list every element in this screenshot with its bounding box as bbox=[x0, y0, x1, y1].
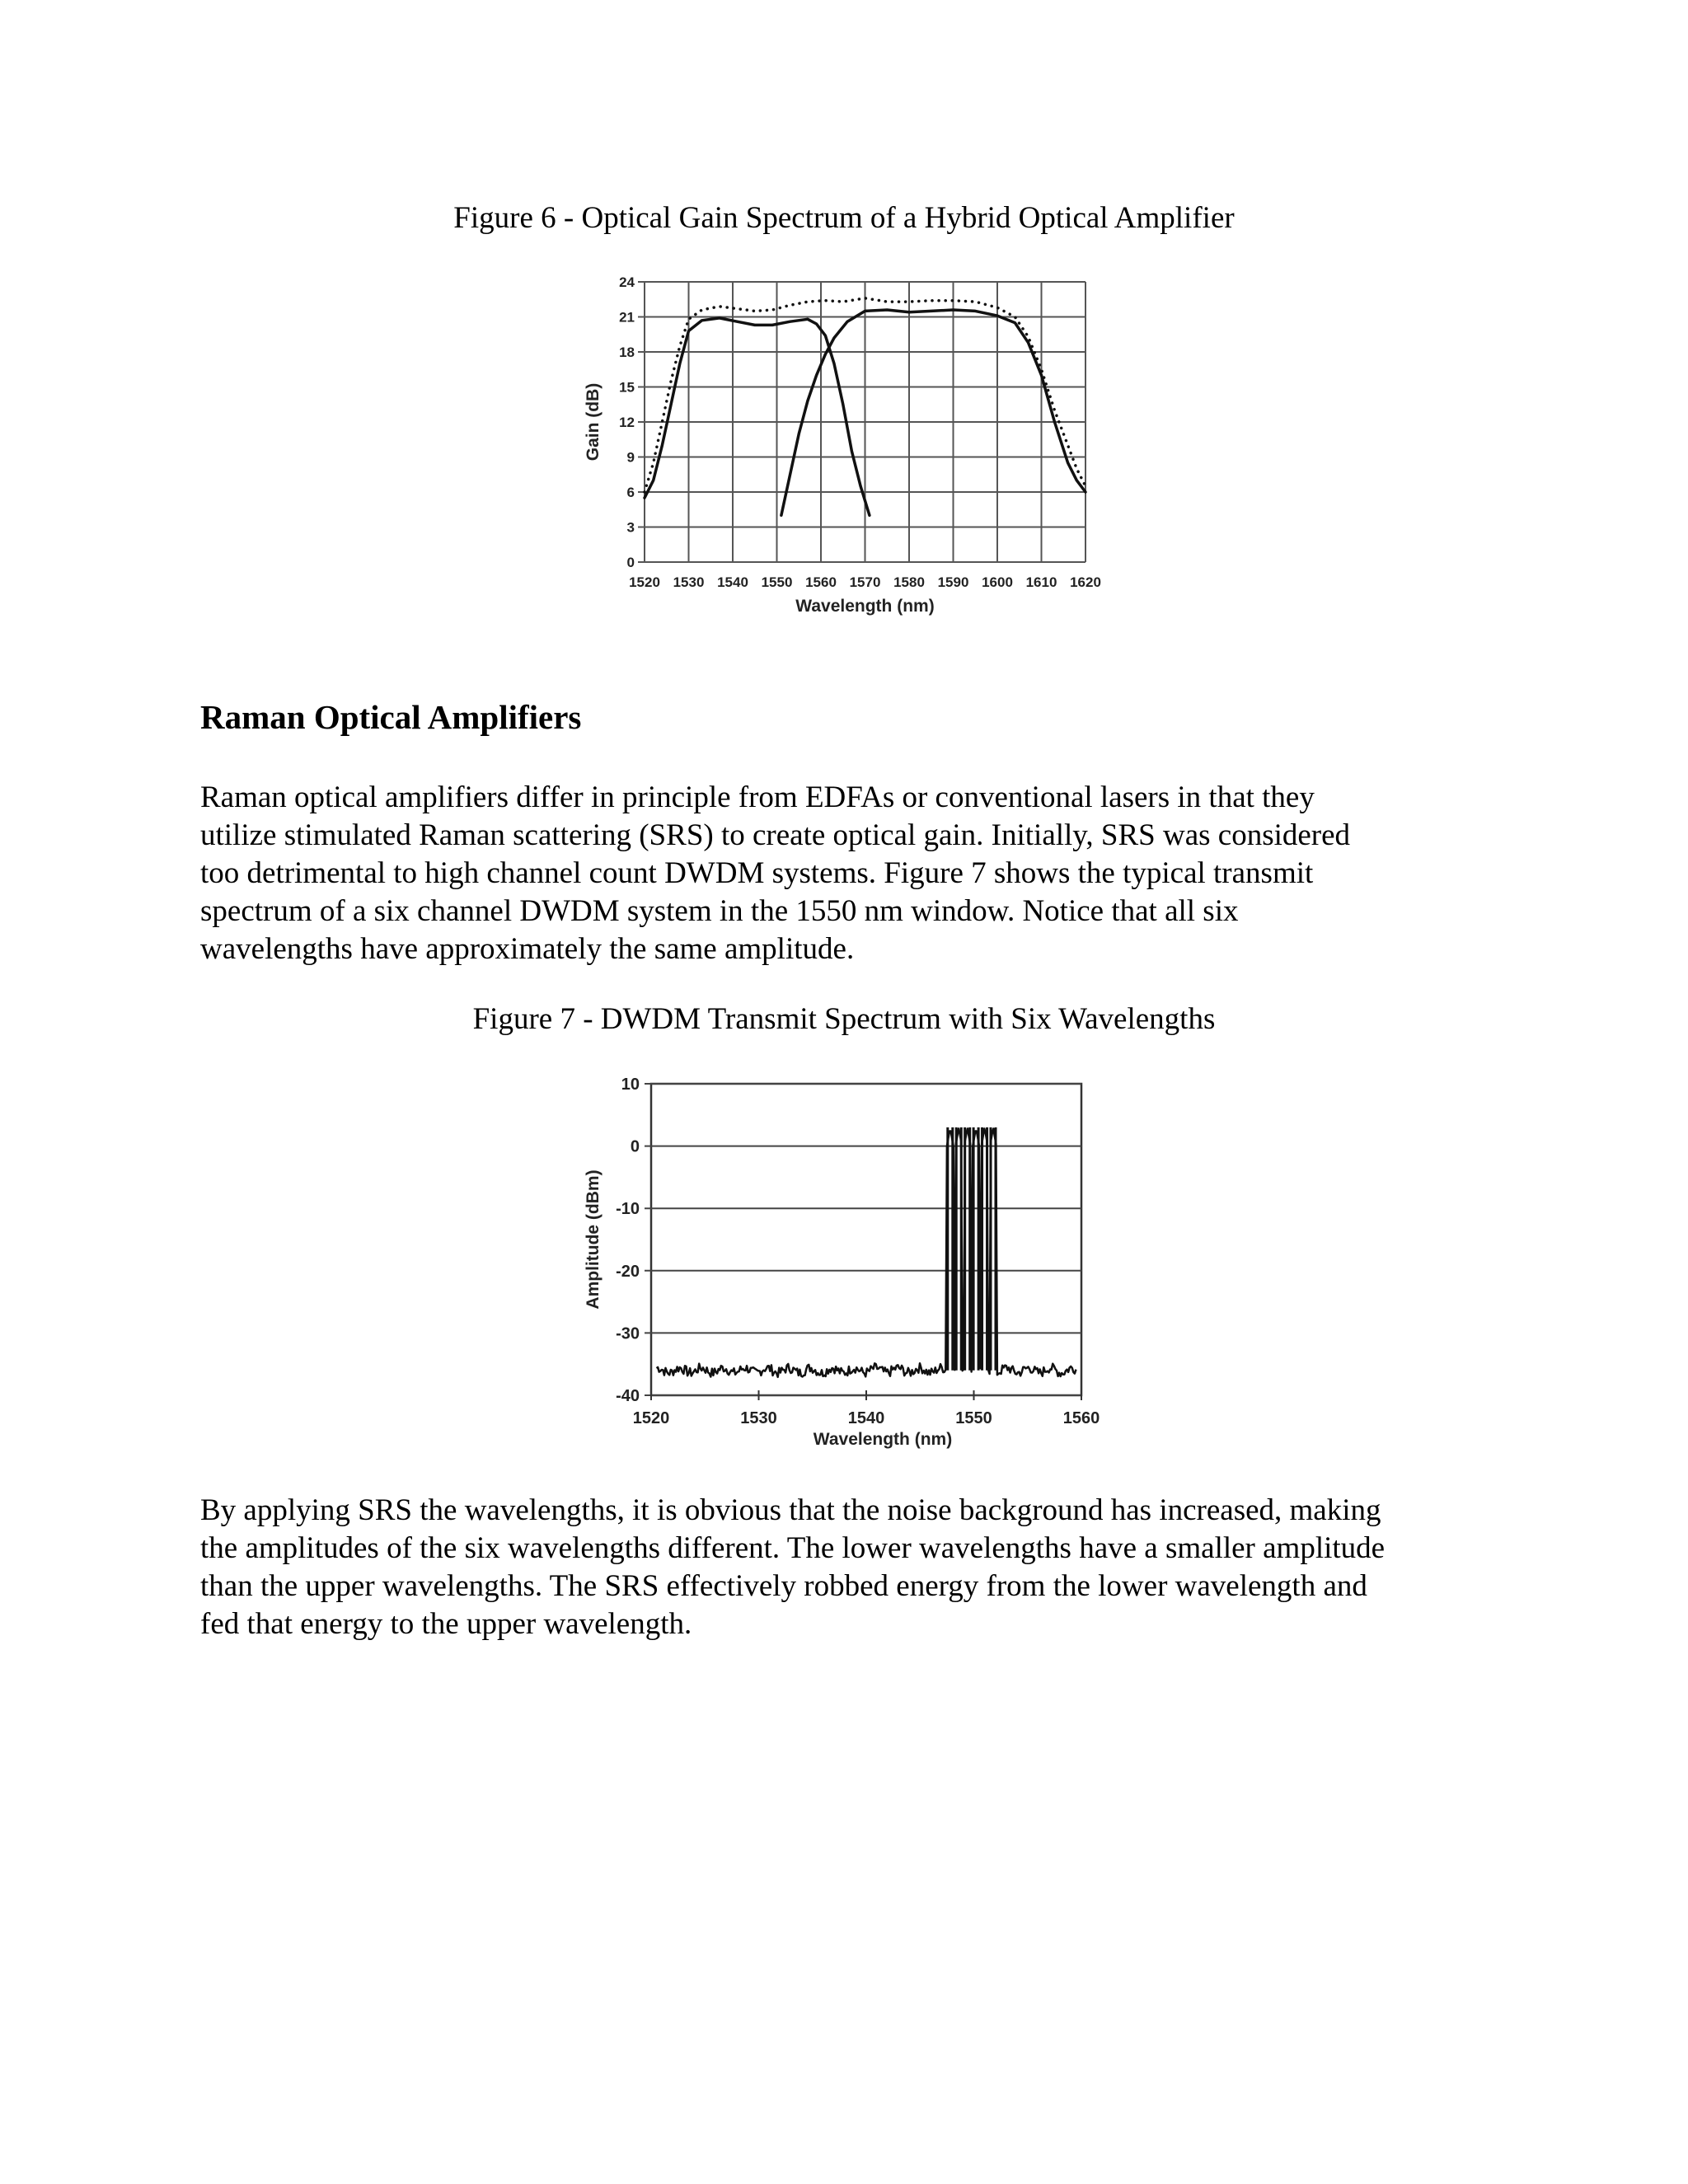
y-axis-label: Amplitude (dBm) bbox=[584, 1169, 603, 1310]
paragraph-2-line: fed that energy to the upper wavelength. bbox=[200, 1607, 692, 1641]
x-tick-label: 1560 bbox=[805, 574, 837, 590]
x-tick-label: 1550 bbox=[761, 574, 793, 590]
y-tick-label: -40 bbox=[616, 1387, 640, 1405]
paragraph-1-line: spectrum of a six channel DWDM system in the 1550 nm window. Notice that all six bbox=[200, 894, 1239, 928]
paragraph-2 bbox=[200, 1492, 1519, 1643]
gain-line bbox=[645, 318, 870, 515]
y-tick-label: 12 bbox=[619, 415, 635, 430]
paragraph-2-line: By applying SRS the wavelengths, it is obvious that the noise background has increased, making bbox=[200, 1493, 1381, 1527]
x-tick-label: 1550 bbox=[955, 1409, 992, 1427]
y-tick-label: 6 bbox=[626, 485, 635, 500]
figure7-chart bbox=[569, 1063, 1113, 1459]
paragraph-2-line: the amplitudes of the six wavelengths different. The lower wavelengths have a smaller amplitude bbox=[200, 1531, 1386, 1565]
x-tick-label: 1540 bbox=[717, 574, 748, 590]
x-tick-label: 1560 bbox=[1062, 1409, 1100, 1427]
x-tick-label: 1520 bbox=[632, 1409, 670, 1427]
x-tick-label: 1520 bbox=[629, 574, 660, 590]
y-tick-label: -20 bbox=[616, 1262, 640, 1281]
x-tick-label: 1530 bbox=[673, 574, 705, 590]
figure7-caption: Figure 7 - DWDM Transmit Spectrum with Six Wavelengths bbox=[472, 1002, 1216, 1036]
x-tick-label: 1590 bbox=[937, 574, 969, 590]
paragraph-1-line: too detrimental to high channel count DWDM systems. Figure 7 shows the typical transmit bbox=[200, 856, 1314, 890]
x-tick-label: 1610 bbox=[1025, 574, 1057, 590]
figure6-chart bbox=[569, 264, 1113, 626]
y-tick-label: 10 bbox=[621, 1076, 640, 1094]
y-tick-label: -10 bbox=[616, 1200, 640, 1219]
plot-frame bbox=[651, 1084, 1081, 1395]
y-tick-label: 18 bbox=[619, 344, 635, 360]
y-tick-label: 24 bbox=[619, 274, 635, 290]
x-tick-label: 1580 bbox=[893, 574, 925, 590]
y-tick-label: -30 bbox=[616, 1324, 640, 1343]
figure6-caption: Figure 6 - Optical Gain Spectrum of a Hybrid Optical Amplifier bbox=[453, 201, 1235, 235]
y-tick-label: 21 bbox=[619, 309, 635, 326]
paragraph-2-line: than the upper wavelengths. The SRS effectively robbed energy from the lower wavelength and bbox=[200, 1569, 1367, 1603]
y-tick-label: 0 bbox=[626, 555, 635, 570]
x-tick-label: 1530 bbox=[740, 1409, 777, 1427]
paragraph-1-line: wavelengths have approximately the same amplitude. bbox=[200, 932, 855, 966]
y-axis-label: Gain (dB) bbox=[584, 382, 603, 462]
spectrum-trace bbox=[657, 1128, 1076, 1376]
y-tick-label: 15 bbox=[619, 379, 635, 396]
paragraph-1-line: utilize stimulated Raman scattering (SRS) to create optical gain. Initially, SRS was considered bbox=[200, 818, 1351, 852]
y-tick-label: 9 bbox=[626, 449, 635, 466]
x-tick-label: 1570 bbox=[849, 574, 881, 590]
y-tick-label: 0 bbox=[630, 1137, 640, 1156]
section-heading: Raman Optical Amplifiers bbox=[200, 698, 582, 736]
x-tick-label: 1540 bbox=[847, 1409, 885, 1427]
x-axis-label: Wavelength (nm) bbox=[795, 597, 935, 616]
x-tick-label: 1600 bbox=[982, 574, 1013, 590]
paragraph-1-line: Raman optical amplifiers differ in principle from EDFAs or conventional lasers in that they bbox=[200, 780, 1315, 814]
y-tick-label: 3 bbox=[626, 519, 635, 536]
x-tick-label: 1620 bbox=[1070, 574, 1101, 590]
x-axis-label: Wavelength (nm) bbox=[813, 1430, 953, 1449]
paragraph-1 bbox=[200, 779, 1519, 968]
